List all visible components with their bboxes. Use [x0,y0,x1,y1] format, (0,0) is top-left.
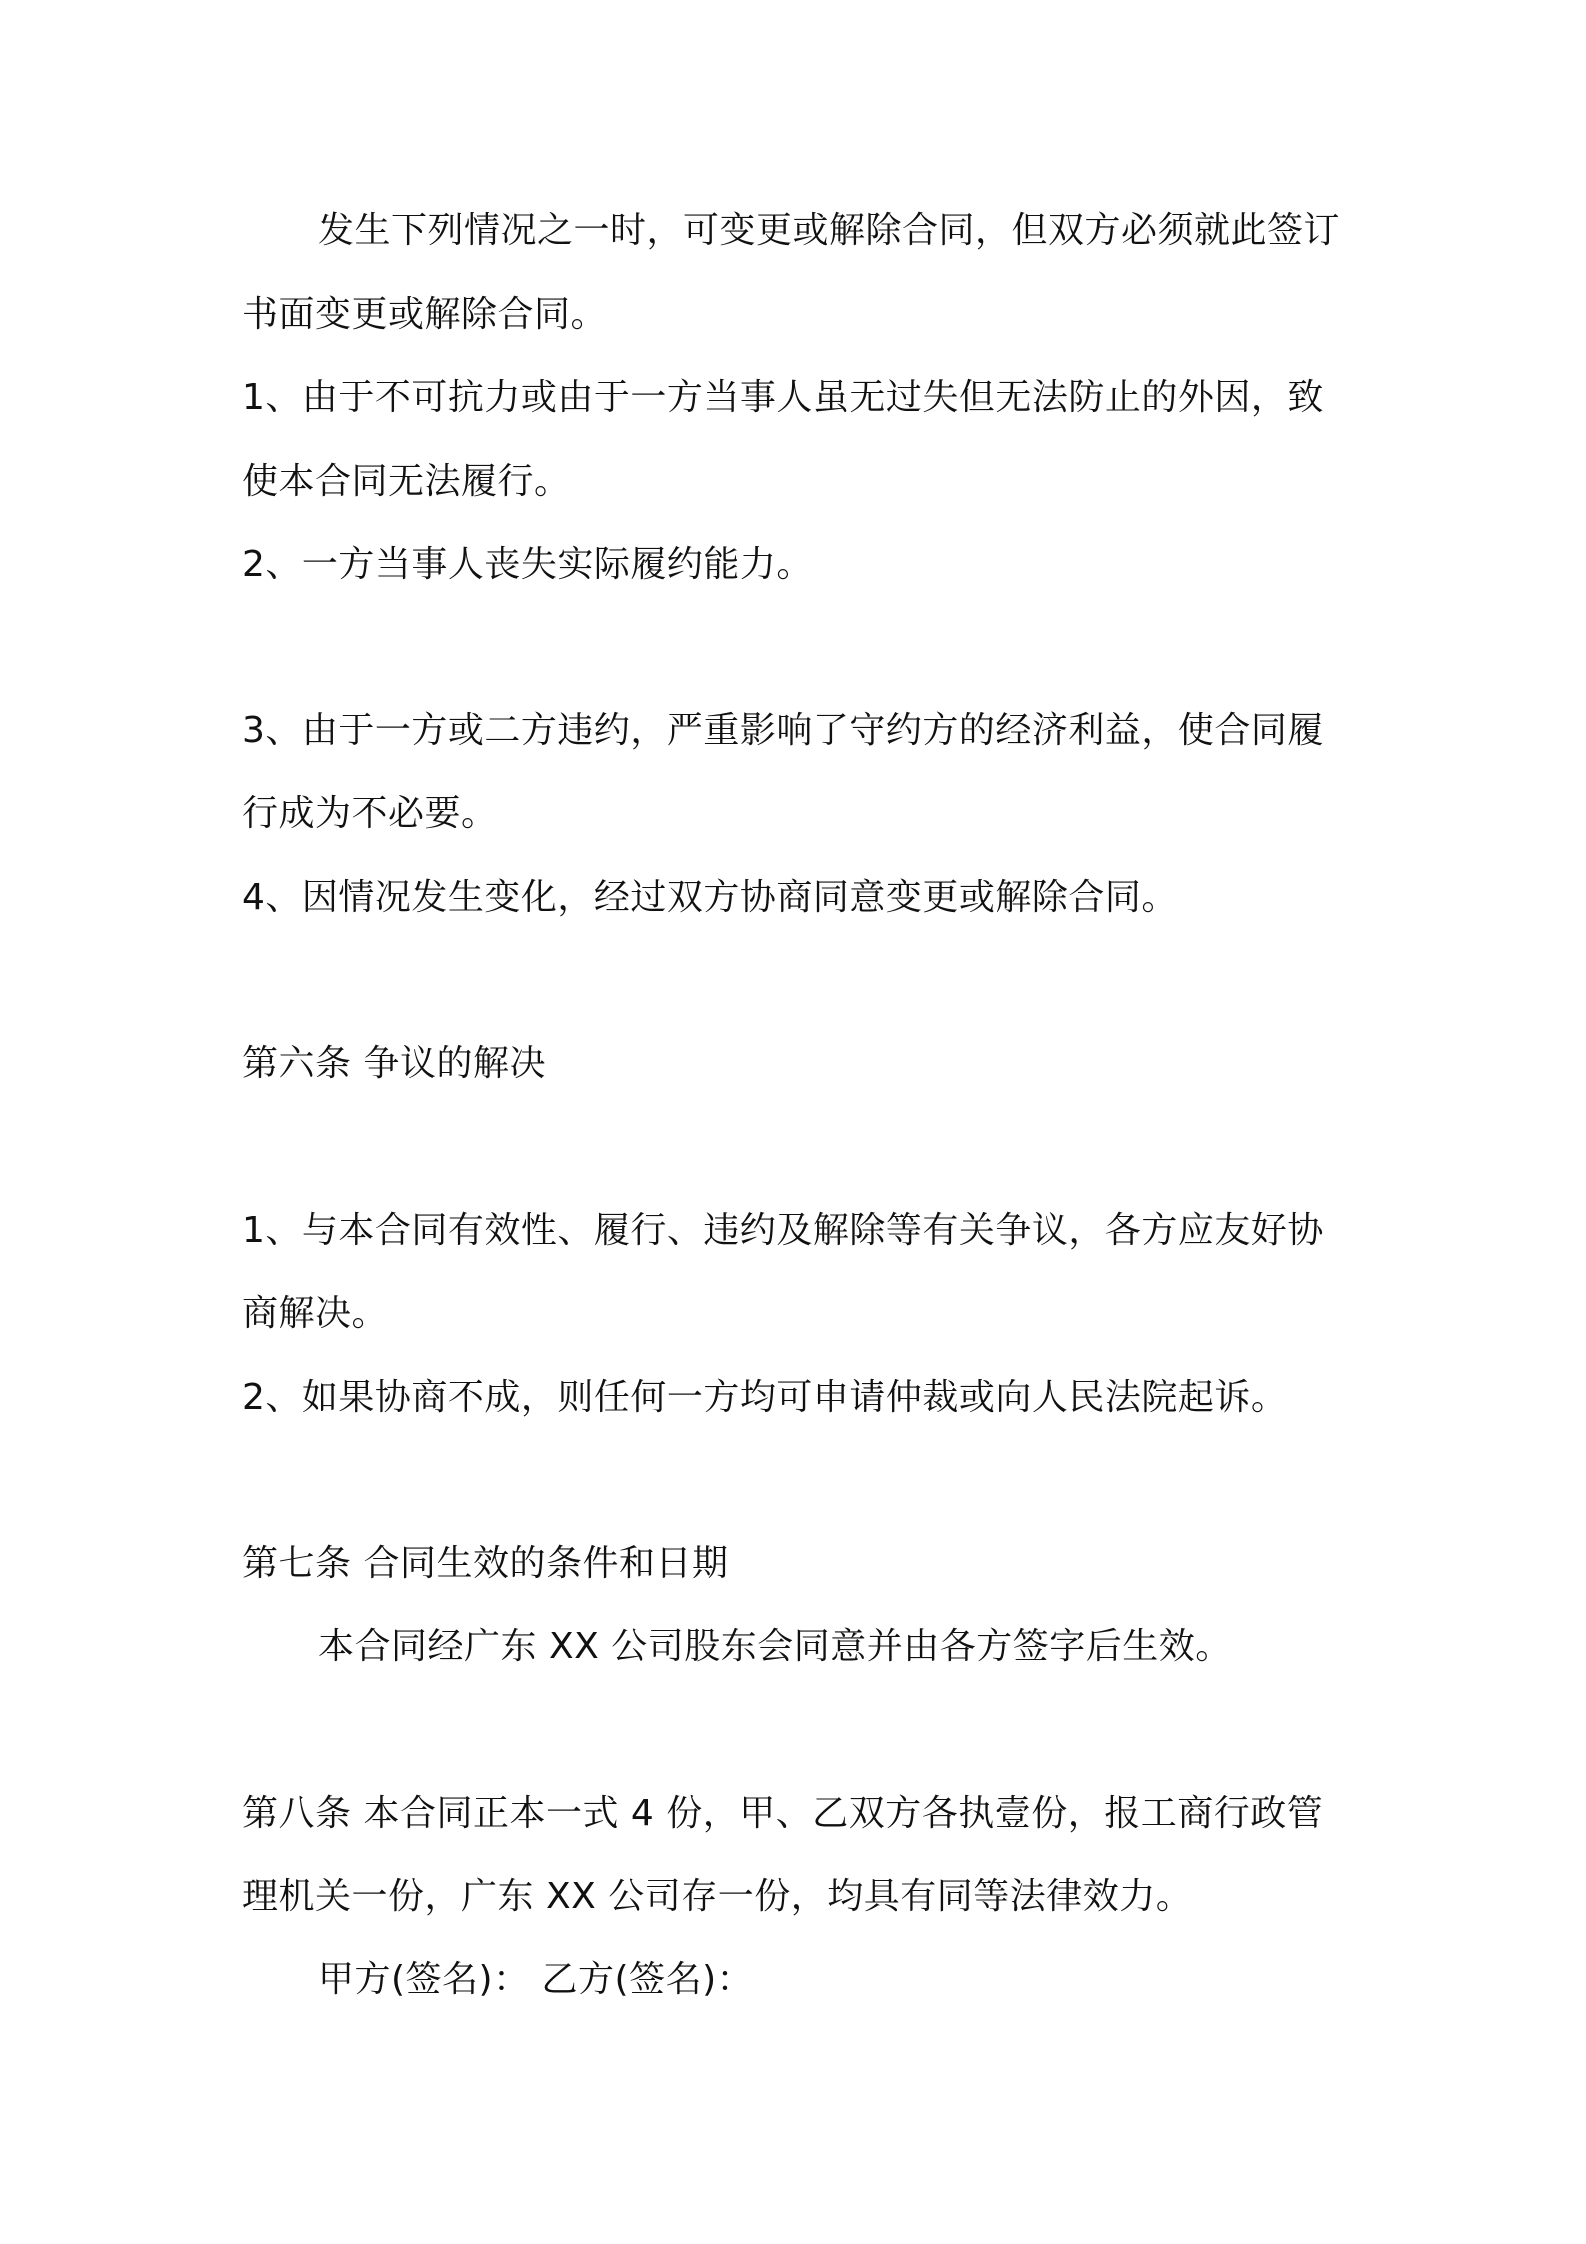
item-1-line-2: 使本合同无法履行。 [242,461,571,502]
section-6-item-1-line-2: 商解决。 [242,1293,389,1334]
section-8-line-2: 理机关一份，广东 XX 公司存一份，均具有同等法律效力。 [242,1876,1193,1917]
section-8-line-1: 第八条 本合同正本一式 4 份，甲、乙双方各执壹份，报工商行政管 [242,1793,1324,1834]
section-6-heading: 第六条 争议的解决 [242,1043,546,1084]
section-6-item-2: 2、如果协商不成，则任何一方均可申请仲裁或向人民法院起诉。 [242,1377,1288,1418]
paragraph-intro-line-1: 发生下列情况之一时，可变更或解除合同，但双方必须就此签订 [318,210,1341,251]
section-7-heading: 第七条 合同生效的条件和日期 [242,1543,729,1584]
signature-line: 甲方(签名)： 乙方(签名)： [318,1959,754,2000]
item-1-line-1: 1、由于不可抗力或由于一方当事人虽无过失但无法防止的外因，致 [242,377,1324,418]
item-4: 4、因情况发生变化，经过双方协商同意变更或解除合同。 [242,877,1178,918]
section-7-body: 本合同经广东 XX 公司股东会同意并由各方签字后生效。 [318,1626,1232,1667]
item-2: 2、一方当事人丧失实际履约能力。 [242,544,813,585]
item-3-line-1: 3、由于一方或二方违约，严重影响了守约方的经济利益，使合同履 [242,710,1324,751]
item-3-line-2: 行成为不必要。 [242,793,498,834]
paragraph-intro-line-2: 书面变更或解除合同。 [242,294,608,335]
section-6-item-1-line-1: 1、与本合同有效性、履行、违约及解除等有关争议，各方应友好协 [242,1210,1324,1251]
